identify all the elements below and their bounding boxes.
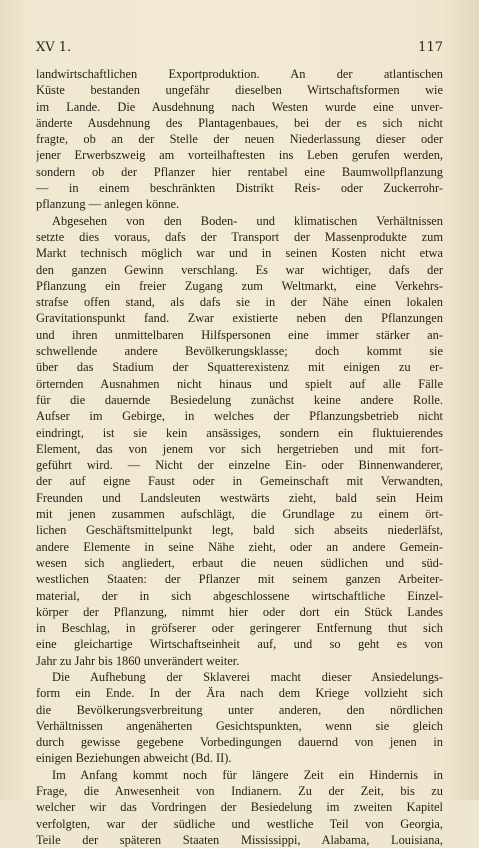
text-line: welcher wir das Vordringen der Besiedelung im zweiten Kapitel [36,800,443,815]
text-line: und ihren unmittelbaren Hilfspersonen eine immer stärker an- [36,327,443,342]
text-line: lichen Geschäftsmittelpunkt legt, bald sich abseits niederläfst, [36,523,443,538]
text-line: den ganzen Gewinn verschlang. Es war wichtiger, dafs der [36,262,443,277]
text-line: Element, das von jenem vor sich hergetrieben und mit fort- [36,441,443,456]
text-line: eindringt, ist sie kein ansässiges, sondern ein fluktuierendes [36,425,443,440]
text-line: Die Aufhebung der Sklaverei macht dieser Ansiedelungs- [52,669,443,684]
text-line: Verhältnissen angenäherten Gesichtspunkten, wenn sie gleich [36,718,443,733]
text-line: Küste bestanden ungefähr dieselben Wirtschaftsformen wie [36,83,443,98]
text-line: Frage, die Anwesenheit von Indianern. Zu der Zeit, bis zu [36,784,443,799]
text-line: Jahr zu Jahr bis 1860 unverändert weiter. [36,653,240,668]
chapter-marker: XV 1. [36,40,72,55]
text-line: Freunden und Landsleuten westwärts zieht, bald sein Heim [36,490,443,505]
text-line: schwellende andere Bevölkerungsklasse; doch kommt sie [36,344,443,359]
text-line: jener Erwerbszweig am vorteilhaftesten ins Leben gerufen werden, [36,148,443,163]
text-line: — in einem beschränkten Distrikt Reis- oder Zuckerrohr- [36,181,443,196]
text-line: wesen sich angliedert, erbaut die neuen südlichen und süd- [36,555,443,570]
text-line: Teile der späteren Staaten Mississippi, Alabama, Louisiana, [36,832,443,847]
text-line: die Bevölkerungsverbreitung unter anderen, den nördlichen [36,702,443,717]
text-line: in Beschlag, in gröfserer oder geringerer Entfernung thut sich [36,621,443,636]
text-line: für die dauernde Besiedelung zunächst keine andere Rolle. [36,392,443,407]
text-line: der auf eigne Faust oder in Gemeinschaft mit Verwandten, [36,474,443,489]
text-line: pflanzung — anlegen könne. [36,197,180,212]
text-line: fragte, ob an der Stelle der neuen Niederlassung dieser oder [36,132,443,147]
text-line: Aufser im Gebirge, in welches der Pflanzungsbetrieb nicht [36,409,443,424]
text-line: Abgesehen von den Boden- und klimatischen Verhältnissen [52,213,443,228]
text-line: änderte Ausdehnung des Plantagenbaues, bei der es sich nicht [36,115,443,130]
text-line: Im Anfang kommt noch für längere Zeit ein Hindernis in [52,767,443,782]
running-header [36,40,443,56]
text-line: mit jenen zusammen aufschlägt, die Grundlage zu einem ört- [36,507,443,522]
text-line: westlichen Staaten: der Pflanzer mit seinem ganzen Arbeiter- [36,572,443,587]
text-line: verfolgten, war der südliche und westliche Teil von Georgia, [36,816,443,831]
text-line: Pflanzung ein freier Zugang zum Weltmarkt, eine Verkehrs- [36,278,443,293]
text-line: Markt technisch möglich war und in seinen Kosten nicht etwa [36,246,443,261]
text-line: eine gleichartige Wirtschaftseinheit auf, und so geht es von [36,637,443,652]
page-number: 117 [418,40,443,55]
text-line: durch gewisse gegebene Vorbedingungen dauernd von jenen in [36,735,443,750]
text-line: Gravitationspunkt fand. Zwar existierte neben den Pflanzungen [36,311,443,326]
text-line: einigen Beziehungen abweicht (Bd. II). [36,751,232,766]
text-line: andere Elemente in seine Nähe zieht, oder an andere Gemein- [36,539,443,554]
text-line: geführt wird. — Nicht der einzelne Ein- oder Binnenwanderer, [36,458,443,473]
text-line: form ein Ende. In der Ära nach dem Kriege vollzieht sich [36,686,443,701]
text-line: landwirtschaftlichen Exportproduktion. An der atlantischen [36,67,443,81]
text-line: über das Stadium der Squatterexistenz mit einigen zu er- [36,360,443,375]
text-line: körper der Pflanzung, nimmt hier oder dort ein Stück Landes [36,604,443,619]
text-line: sondern ob der Pflanzer hier rentabel eine Baumwollpflanzung [36,164,443,179]
text-line: material, der in sich abgeschlossene wirtschaftliche Einzel- [36,588,443,603]
text-line: im Lande. Die Ausdehnung nach Westen wurde eine unver- [36,99,443,114]
body-text [36,66,443,848]
text-line: setzte dies voraus, dafs der Transport der Massenprodukte zum [36,229,443,244]
text-line: örternden Ausnahmen nicht hinaus und spielt auf alle Fälle [36,376,443,391]
text-line: strafse offen stand, als dafs sie in der Nähe einen lokalen [36,295,443,310]
